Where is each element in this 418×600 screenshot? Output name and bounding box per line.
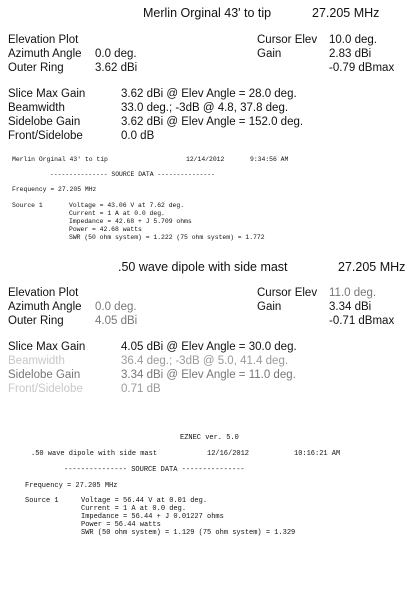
impedance-line: Impedance = 42.68 + J 5.709 ohms [69, 218, 192, 225]
report-name: .50 wave dipole with side mast [31, 450, 158, 458]
frequency-line: Frequency = 27.205 MHz [12, 186, 97, 193]
outer-ring-value: 4.05 dBi [95, 315, 138, 327]
sidelobe-gain-value: 3.62 dBi @ Elev Angle = 152.0 deg. [121, 116, 304, 128]
cursor-elev-label: Cursor Elev [257, 34, 318, 46]
slice-max-gain-label: Slice Max Gain [8, 88, 86, 100]
sidelobe-gain-label: Sidelobe Gain [8, 116, 81, 128]
gain-dbmax-value: -0.79 dBmax [329, 62, 395, 74]
report-name: Merlin Orginal 43' to tip [12, 156, 108, 163]
elevation-plot-label: Elevation Plot [8, 287, 79, 299]
slice-max-gain-label: Slice Max Gain [8, 341, 86, 353]
gain-label: Gain [257, 48, 282, 60]
report-time: 10:16:21 AM [294, 450, 341, 458]
plot-frequency: 27.205 MHz [338, 260, 406, 274]
gain-value: 3.34 dBi [329, 301, 372, 313]
front-sidelobe-label: Front/Sidelobe [8, 383, 83, 395]
gain-dbmax-value: -0.71 dBmax [329, 315, 395, 327]
azimuth-angle-label: Azimuth Angle [8, 301, 82, 313]
impedance-line: Impedance = 56.44 + J 0.01227 ohms [81, 513, 224, 521]
current-line: Current = 1 A at 0.0 deg. [81, 505, 187, 513]
current-line: Current = 1 A at 0.0 deg. [69, 210, 165, 217]
plot-title: .50 wave dipole with side mast [118, 260, 288, 274]
front-sidelobe-value: 0.71 dB [121, 383, 161, 395]
power-line: Power = 56.44 watts [81, 521, 161, 529]
swr-line: SWR (50 ohm system) = 1.222 (75 ohm system) = 1.772 [69, 234, 265, 241]
elevation-plot-label: Elevation Plot [8, 34, 79, 46]
power-line: Power = 42.68 watts [69, 226, 142, 233]
cursor-elev-value: 10.0 deg. [329, 34, 377, 46]
report-date: 12/16/2012 [207, 450, 250, 458]
plot-title: Merlin Orginal 43' to tip [143, 6, 272, 20]
sidelobe-gain-value: 3.34 dBi @ Elev Angle = 11.0 deg. [121, 369, 296, 381]
swr-line: SWR (50 ohm system) = 1.129 (75 ohm system) = 1.329 [81, 529, 296, 537]
slice-max-gain-value: 3.62 dBi @ Elev Angle = 28.0 deg. [121, 88, 297, 100]
beamwidth-label: Beamwidth [8, 102, 65, 114]
azimuth-angle-value: 0.0 deg. [95, 301, 137, 313]
outer-ring-label: Outer Ring [8, 62, 64, 74]
azimuth-angle-label: Azimuth Angle [8, 48, 82, 60]
source-data-header: --------------- SOURCE DATA --------------- [64, 466, 245, 474]
program-version: EZNEC ver. 5.0 [180, 434, 239, 442]
plot-frequency: 27.205 MHz [312, 6, 380, 20]
voltage-line: Voltage = 56.44 V at 0.01 deg. [81, 497, 208, 505]
gain-label: Gain [257, 301, 282, 313]
frequency-line: Frequency = 27.205 MHz [25, 482, 118, 490]
beamwidth-label: Beamwidth [8, 355, 65, 367]
slice-max-gain-value: 4.05 dBi @ Elev Angle = 30.0 deg. [121, 341, 297, 353]
cursor-elev-label: Cursor Elev [257, 287, 318, 299]
outer-ring-value: 3.62 dBi [95, 62, 138, 74]
azimuth-angle-value: 0.0 deg. [95, 48, 137, 60]
front-sidelobe-label: Front/Sidelobe [8, 130, 83, 142]
voltage-line: Voltage = 43.06 V at 7.62 deg. [69, 202, 185, 209]
sidelobe-gain-label: Sidelobe Gain [8, 369, 81, 381]
beamwidth-value: 36.4 deg.; -3dB @ 5.0, 41.4 deg. [121, 355, 289, 367]
front-sidelobe-value: 0.0 dB [121, 130, 155, 142]
report-time: 9:34:56 AM [250, 156, 289, 163]
source-data-header: --------------- SOURCE DATA --------------- [50, 171, 215, 178]
source-label: Source 1 [25, 497, 59, 505]
gain-value: 2.83 dBi [329, 48, 372, 60]
beamwidth-value: 33.0 deg.; -3dB @ 4.8, 37.8 deg. [121, 102, 289, 114]
report-date: 12/14/2012 [186, 156, 225, 163]
cursor-elev-value: 11.0 deg. [329, 287, 377, 299]
outer-ring-label: Outer Ring [8, 315, 64, 327]
source-label: Source 1 [12, 202, 43, 209]
